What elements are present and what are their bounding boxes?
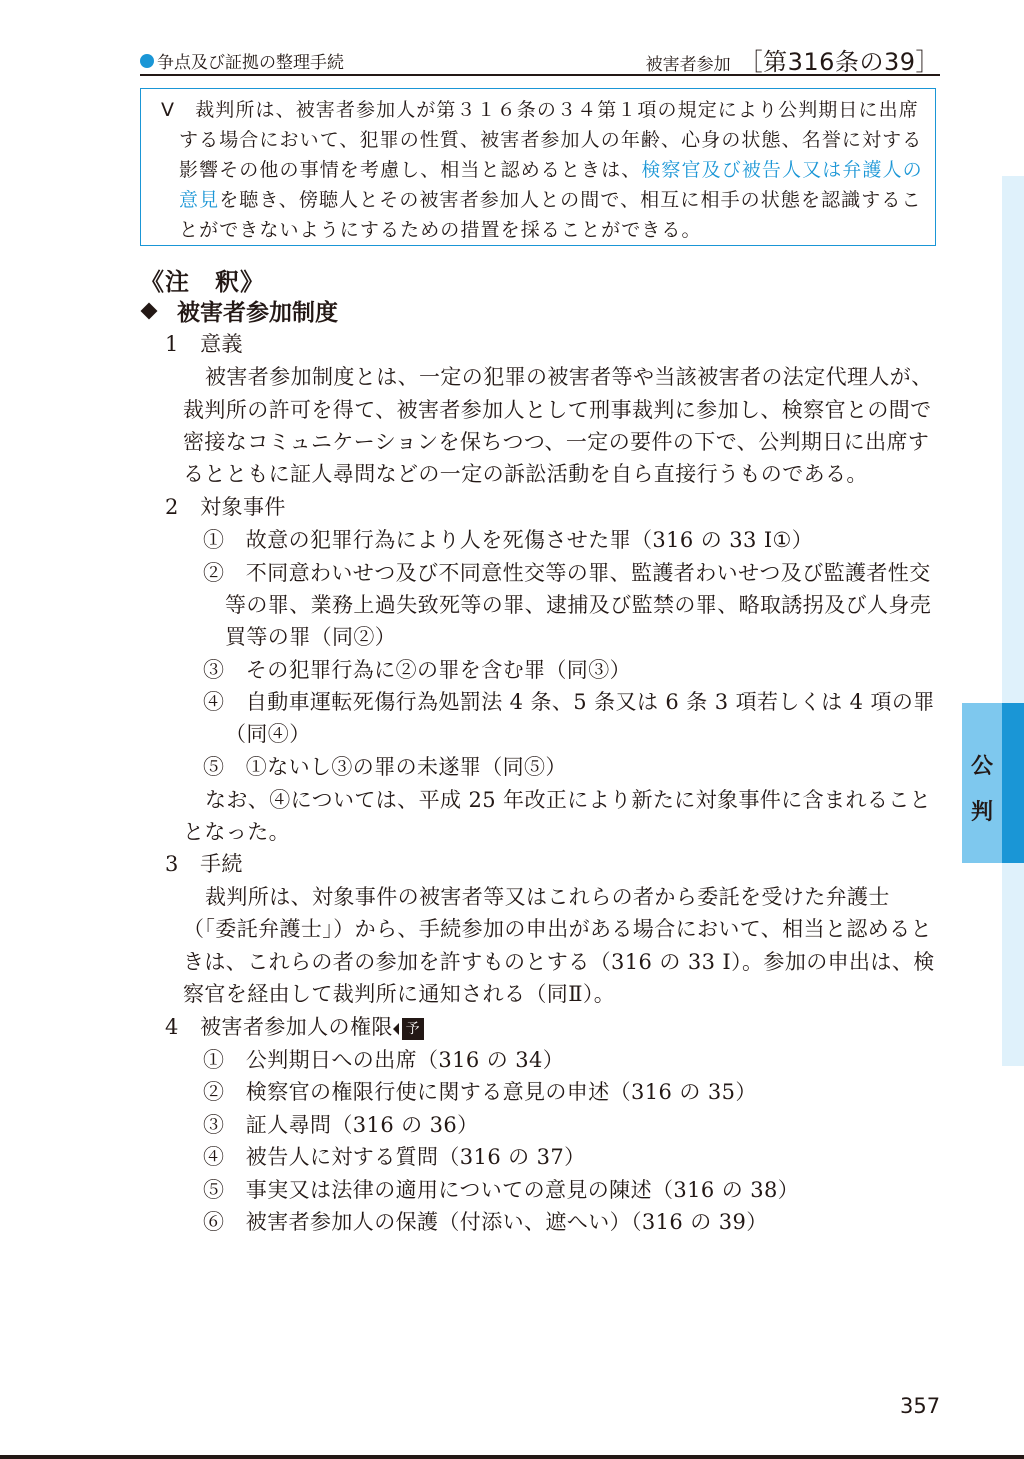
paragraph-line: 密接なコミュニケーションを保ちつつ、一定の要件の下で、公判期日に出席す: [183, 430, 930, 454]
statute-box: [140, 88, 936, 246]
paragraph-line: るとともに証人尋問などの一定の訴訟活動を自ら直接行うものである。: [183, 462, 868, 486]
badge-arrow-icon: [393, 1023, 399, 1035]
section-title: 被害者参加制度: [177, 299, 338, 326]
list-item: ⑤ ①ないし③の罪の未遂罪（同⑤）: [203, 755, 567, 779]
paragraph-line: 被害者参加制度とは、一定の犯罪の被害者等や当該被害者の法定代理人が、: [205, 365, 933, 389]
statute-line: 影響その他の事情を考慮し、相当と認めるときは、検察官及び被告人又は弁護人の: [179, 159, 923, 181]
highlight-text: 検察官及び被告人又は弁護人の: [641, 159, 923, 181]
paragraph-line: 察官を経由して裁判所に通知される（同Ⅱ）。: [183, 982, 616, 1006]
header-subtitle: 被害者参加: [645, 55, 731, 75]
side-strip: [1002, 176, 1024, 1066]
header-article: [646, 42, 940, 77]
list-item: ② 不同意わいせつ及び不同意性交等の罪、監護者わいせつ及び監護者性交: [203, 561, 931, 585]
statute-line: する場合において、犯罪の性質、被害者参加人の年齢、心身の状態、名誉に対する: [179, 129, 923, 151]
paragraph-line: 裁判所は、対象事件の被害者等又はこれらの者から委託を受けた弁護士: [205, 885, 890, 909]
paragraph-line: となった。: [183, 820, 290, 844]
bullet-dot-icon: [140, 54, 154, 68]
header-section: [140, 48, 344, 73]
list-item: ① 公判期日への出席（316 の 34）: [203, 1048, 565, 1072]
list-item-continued: 等の罪、業務上過失致死等の罪、逮捕及び監禁の罪、略取誘拐及び人身売: [225, 593, 932, 617]
list-item: ① 故意の犯罪行為により人を死傷させた罪（316 の 33 Ⅰ①）: [203, 528, 814, 552]
highlight-text: 意見: [179, 189, 220, 211]
chapter-tab-label-bg: [962, 703, 1002, 863]
running-header: [140, 40, 940, 76]
list-item: ④ 被告人に対する質問（316 の 37）: [203, 1145, 586, 1169]
chapter-tab: [962, 703, 1024, 863]
list-item-continued: 買等の罪（同②）: [225, 625, 397, 649]
list-item-continued: （同④）: [225, 722, 311, 746]
header-article-number: ［第316条の39］: [738, 48, 940, 76]
bottom-rule: [0, 1455, 1024, 1459]
subsection-title: 3 手続: [165, 852, 243, 876]
paragraph-line: きは、これらの者の参加を許すものとする（316 の 33 Ⅰ）。参加の申出は、検: [183, 950, 935, 974]
list-item: ⑥ 被害者参加人の保護（付添い、遮へい）（316 の 39）: [203, 1210, 768, 1234]
list-item: ④ 自動車運転死傷行為処罰法 4 条、5 条又は 6 条 3 項若しくは 4 項の罪: [203, 690, 935, 714]
page-number: 357: [900, 1394, 941, 1418]
paragraph-line: なお、④については、平成 25 年改正により新たに対象事件に含まれること: [205, 788, 932, 812]
statute-line: 意見を聴き、傍聴人とその被害者参加人との間で、相互に相手の状態を認識するこ: [179, 189, 922, 211]
paragraph-line: （「委託弁護士」）から、手続参加の申出がある場合において、相当と認めると: [183, 917, 932, 941]
list-item: ⑤ 事実又は法律の適用についての意見の陳述（316 の 38）: [203, 1178, 800, 1202]
subsection-title: 4 被害者参加人の権限 予: [165, 1011, 424, 1043]
header-section-title: 争点及び証拠の整理手続: [157, 53, 344, 73]
section-heading: [140, 294, 338, 327]
list-item: ③ 証人尋問（316 の 36）: [203, 1113, 479, 1137]
list-item: ③ その犯罪行為に②の罪を含む罪（同③）: [203, 658, 631, 682]
yobi-badge-icon: 予: [402, 1018, 424, 1040]
statute-line: とができないようにするための措置を採ることができる。: [179, 219, 702, 241]
subsection-title: 1 意義: [165, 332, 243, 356]
statute-line: Ⅴ 裁判所は、被害者参加人が第３１６条の３４第１項の規定により公判期日に出席: [161, 99, 919, 121]
list-item: ② 検察官の権限行使に関する意見の申述（316 の 35）: [203, 1080, 757, 1104]
subsection-title: 2 対象事件: [165, 495, 286, 519]
chapter-tab-char: 判: [970, 800, 993, 825]
annotation-heading: 《注 釈》: [140, 267, 265, 296]
chapter-tab-char: 公: [970, 754, 993, 779]
diamond-bullet-icon: [141, 302, 158, 319]
paragraph-line: 裁判所の許可を得て、被害者参加人として刑事裁判に参加し、検察官との間で: [183, 398, 932, 422]
